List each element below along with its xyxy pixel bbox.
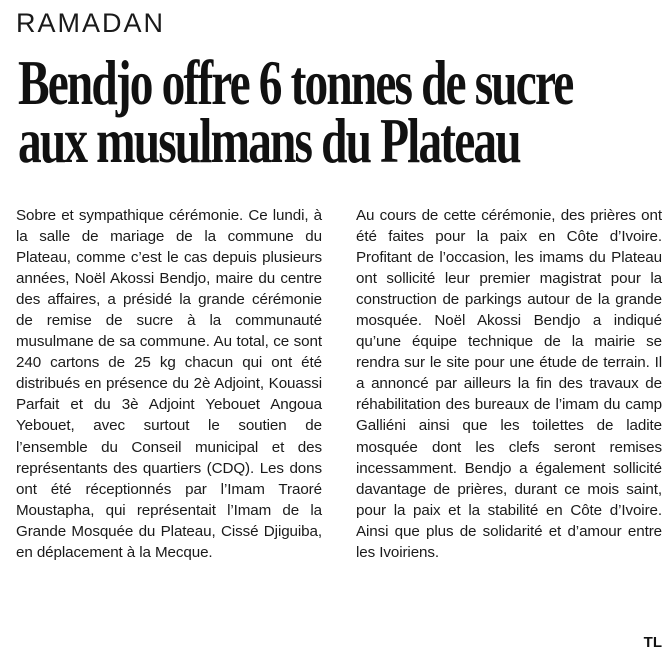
article-body bbox=[16, 205, 664, 655]
headline bbox=[18, 47, 573, 176]
body-paragraph-left: Sobre et sympathique cérémonie. Ce lundi, à la salle de mariage de la commune du Plateau, comme c’est le cas depuis plusieurs années, Noël Akossi Bendjo, maire du centre des affaires, a présidé la grande cérémonie de remise de sucre à la communauté musulmane de sa commune. Au total, ce sont 240 cartons de 25 kg chacun qui ont été distribués en présence du 2è Adjoint, Kouassi Parfait et du 3è Adjoint Yebouet Angoua Yebouet, avec surtout le soutien de l’ensemble du Conseil municipal et des représentants des quartiers (CDQ). Les dons ont été réceptionnés par l’Imam Traoré Moustapha, qui représentait l’Imam de la Grande Mosquée du Plateau, Cissé Djiguiba, en déplacement à la Mecque. bbox=[16, 207, 322, 561]
headline-line-2: aux musulmans du Plateau bbox=[18, 105, 520, 176]
author-initials: TL bbox=[643, 634, 662, 651]
section-rubric: RAMADAN bbox=[16, 8, 166, 38]
body-paragraph-right: Au cours de cette cérémonie, des prières ont été faites pour la paix en Côte d’Ivoire. Profitant de l’occasion, les imams du Plateau ont sollicité leur premier magistrat pour la construction de parkings autour de la grande mosquée. Noël Akossi Bendjo a indiqué qu’une équipe technique de la mairie se rendra sur le site pour une étude de terrain. Il a annoncé par ailleurs la fin des travaux de réhabilitation des bureaux de l’imam du camp Galliéni ainsi que les toilettes de ladite mosquée dont les clefs seront remises incessamment. Bendjo a également sollicité davantage de prières, durant ce mois saint, pour la paix et la stabilité en Côte d’Ivoire. Ainsi que plus de solidarité et d’amour entre les Ivoiriens. bbox=[356, 207, 662, 561]
body-column-right bbox=[356, 205, 662, 563]
headline-line-1: Bendjo offre 6 tonnes de sucre bbox=[18, 47, 573, 118]
body-column-left bbox=[16, 205, 322, 563]
